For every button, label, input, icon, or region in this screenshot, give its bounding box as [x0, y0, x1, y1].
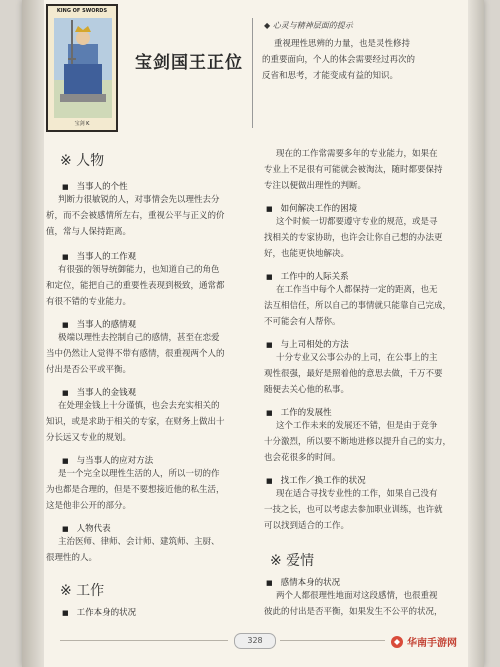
person-item-head: ■ 当事人的金钱观	[62, 386, 136, 398]
text-line: 专注以便做出理性的判断。	[264, 181, 367, 191]
person-item-text	[46, 262, 256, 310]
work-item-head: ■ 如何解决工作的困境	[266, 202, 357, 214]
text-line: 分长远又专业的规划。	[46, 433, 132, 443]
text-line: 一技之长，也可以考虑去参加职业训练，也许就	[264, 505, 443, 515]
section-work-title: ※ 工作	[60, 583, 105, 599]
love-item-text	[264, 588, 476, 620]
watermark-logo-icon	[390, 635, 404, 649]
text-line: 判断力很敏锐的人，对事情会先以理性去分	[58, 195, 220, 205]
text-line: 付出是否公平或平衡。	[46, 365, 132, 375]
person-item-head: ■ 当事人的感情观	[62, 318, 136, 330]
card-name: 宝剑 K	[74, 121, 90, 127]
person-item-head: ■ 当事人的个性	[62, 180, 128, 192]
site-watermark	[390, 634, 457, 649]
page-title: 宝剑国王正位	[135, 52, 243, 73]
text-line: 有很强的领导统御能力，也知道自己的角色	[58, 265, 220, 275]
love-item-head: ■ 感情本身的状况	[266, 576, 340, 588]
person-item-head: ■ 人物代表	[62, 522, 111, 534]
text-line: 是一个完全以理性生活的人，所以一切的作	[58, 469, 220, 479]
person-item-head: ■ 当事人的工作观	[62, 250, 136, 262]
text-line: 法互相信任，所以自己的事情就只能靠自己完成，	[264, 301, 452, 311]
text-line: 十分专业又公事公办的上司，在公事上的主	[276, 353, 438, 363]
card-title: KING OF SWORDS	[56, 8, 108, 14]
text-line: 极端以理性去控制自己的感情，甚至在恋爱	[58, 333, 220, 343]
text-line: 专业上不足很有可能就会被淘汰，随时都要保持	[264, 165, 443, 175]
work-item-text	[264, 214, 476, 262]
person-item-text	[46, 534, 256, 566]
work-item-text	[264, 486, 476, 534]
text-line: 很理性的人。	[46, 553, 98, 563]
text-line: 这是他非公开的部分。	[46, 501, 132, 511]
text-line: 两个人都很理性地面对这段感情，也很重视	[276, 591, 438, 601]
watermark-text: 华南手游网	[407, 638, 457, 649]
text-line: 为也都是合理的，但是不要想接近他的私生活，	[46, 485, 225, 495]
text-line: 当中仍然让人觉得不带有感情，很重视两个人的	[46, 349, 225, 359]
text-line: 在处理金钱上十分谨慎，也会去充实相关的	[58, 401, 220, 411]
text-line: 观性很强，最好是照着他的意思去做，千万不要	[264, 369, 443, 379]
text-line: 在工作当中每个人都保持一定的距离，也无	[276, 285, 438, 295]
section-person-title: ※ 人物	[60, 153, 105, 169]
text-line: 这个工作未来的发展还不错，但是由于竞争	[276, 421, 438, 431]
person-item-text	[46, 192, 256, 240]
king-figure-illustration	[54, 18, 112, 118]
work-item-head: ■ 与上司相处的方法	[266, 338, 349, 350]
text-line: 现在的工作常需要多年的专业能力，如果在	[276, 149, 438, 159]
text-line: 析，而不会被感情所左右，重视公平与正义的价	[46, 211, 225, 221]
hint-line: 重视理性思辨的力量，也是灵性修持	[274, 39, 411, 49]
section-love-title: ※ 爱情	[270, 553, 315, 569]
work-item-head: ■ 找工作／换工作的状况	[266, 474, 366, 486]
hint-text	[262, 36, 474, 84]
text-line: 有很不错的专业能力。	[46, 297, 132, 307]
page-edge	[468, 0, 484, 667]
work-item-text	[264, 282, 476, 330]
work-intro-text	[264, 146, 476, 194]
text-line: 彼此的付出是否平衡，如果发生不公平的状况，	[264, 607, 443, 617]
text-line: 知识，或是求助于相关的专家，在财务上做出十	[46, 417, 225, 427]
work-item-text	[264, 418, 476, 466]
text-line: 好，也能更快地解决。	[264, 249, 350, 259]
text-line: 十分激烈，所以要不断地进修以提升自己的实力，	[264, 437, 452, 447]
binding-edge	[22, 0, 44, 667]
text-line: 现在适合寻找专业性的工作，如果自己没有	[276, 489, 438, 499]
footer-divider-right	[280, 640, 385, 641]
text-line: 随便去关心他的私事。	[264, 385, 350, 395]
work-item-head: ■ 工作的发展性	[266, 406, 332, 418]
text-line: 可以找到适合的工作。	[264, 521, 350, 531]
spiritual-hint-title: ◆ 心灵与精神层面的提示	[264, 21, 353, 30]
work-item-head: ■ 工作中的人际关系	[266, 270, 349, 282]
text-line: 主治医师、律师、会计师、建筑师、主厨、	[58, 537, 220, 547]
text-line: 找相关的专家协助，也许会让你自己想的办法更	[264, 233, 443, 243]
card-heading-box	[128, 40, 250, 80]
hint-line: 的重要面向，个人的体会需要经过再次的	[262, 55, 416, 65]
tarot-card-image	[46, 4, 118, 132]
text-line: 这个时候一切都要遵守专业的规范，或是寻	[276, 217, 438, 227]
divider	[252, 18, 253, 128]
work-item-head: ■ 工作本身的状况	[62, 606, 136, 618]
work-item-text	[264, 350, 476, 398]
page-number: 328	[234, 633, 276, 649]
person-item-head: ■ 与当事人的应对方法	[62, 454, 153, 466]
footer-divider-left	[60, 640, 228, 641]
hint-line: 反省和思考，才能变成有益的知识。	[262, 71, 399, 81]
person-item-text	[46, 398, 256, 446]
text-line: 也会花很多的时间。	[264, 453, 341, 463]
text-line: 和定位，能把自己的重要性表现到极致，通常都	[46, 281, 225, 291]
text-line: 值，常与人保持距离。	[46, 227, 132, 237]
person-item-text	[46, 330, 256, 378]
person-item-text	[46, 466, 256, 514]
text-line: 不可能会有人帮你。	[264, 317, 341, 327]
